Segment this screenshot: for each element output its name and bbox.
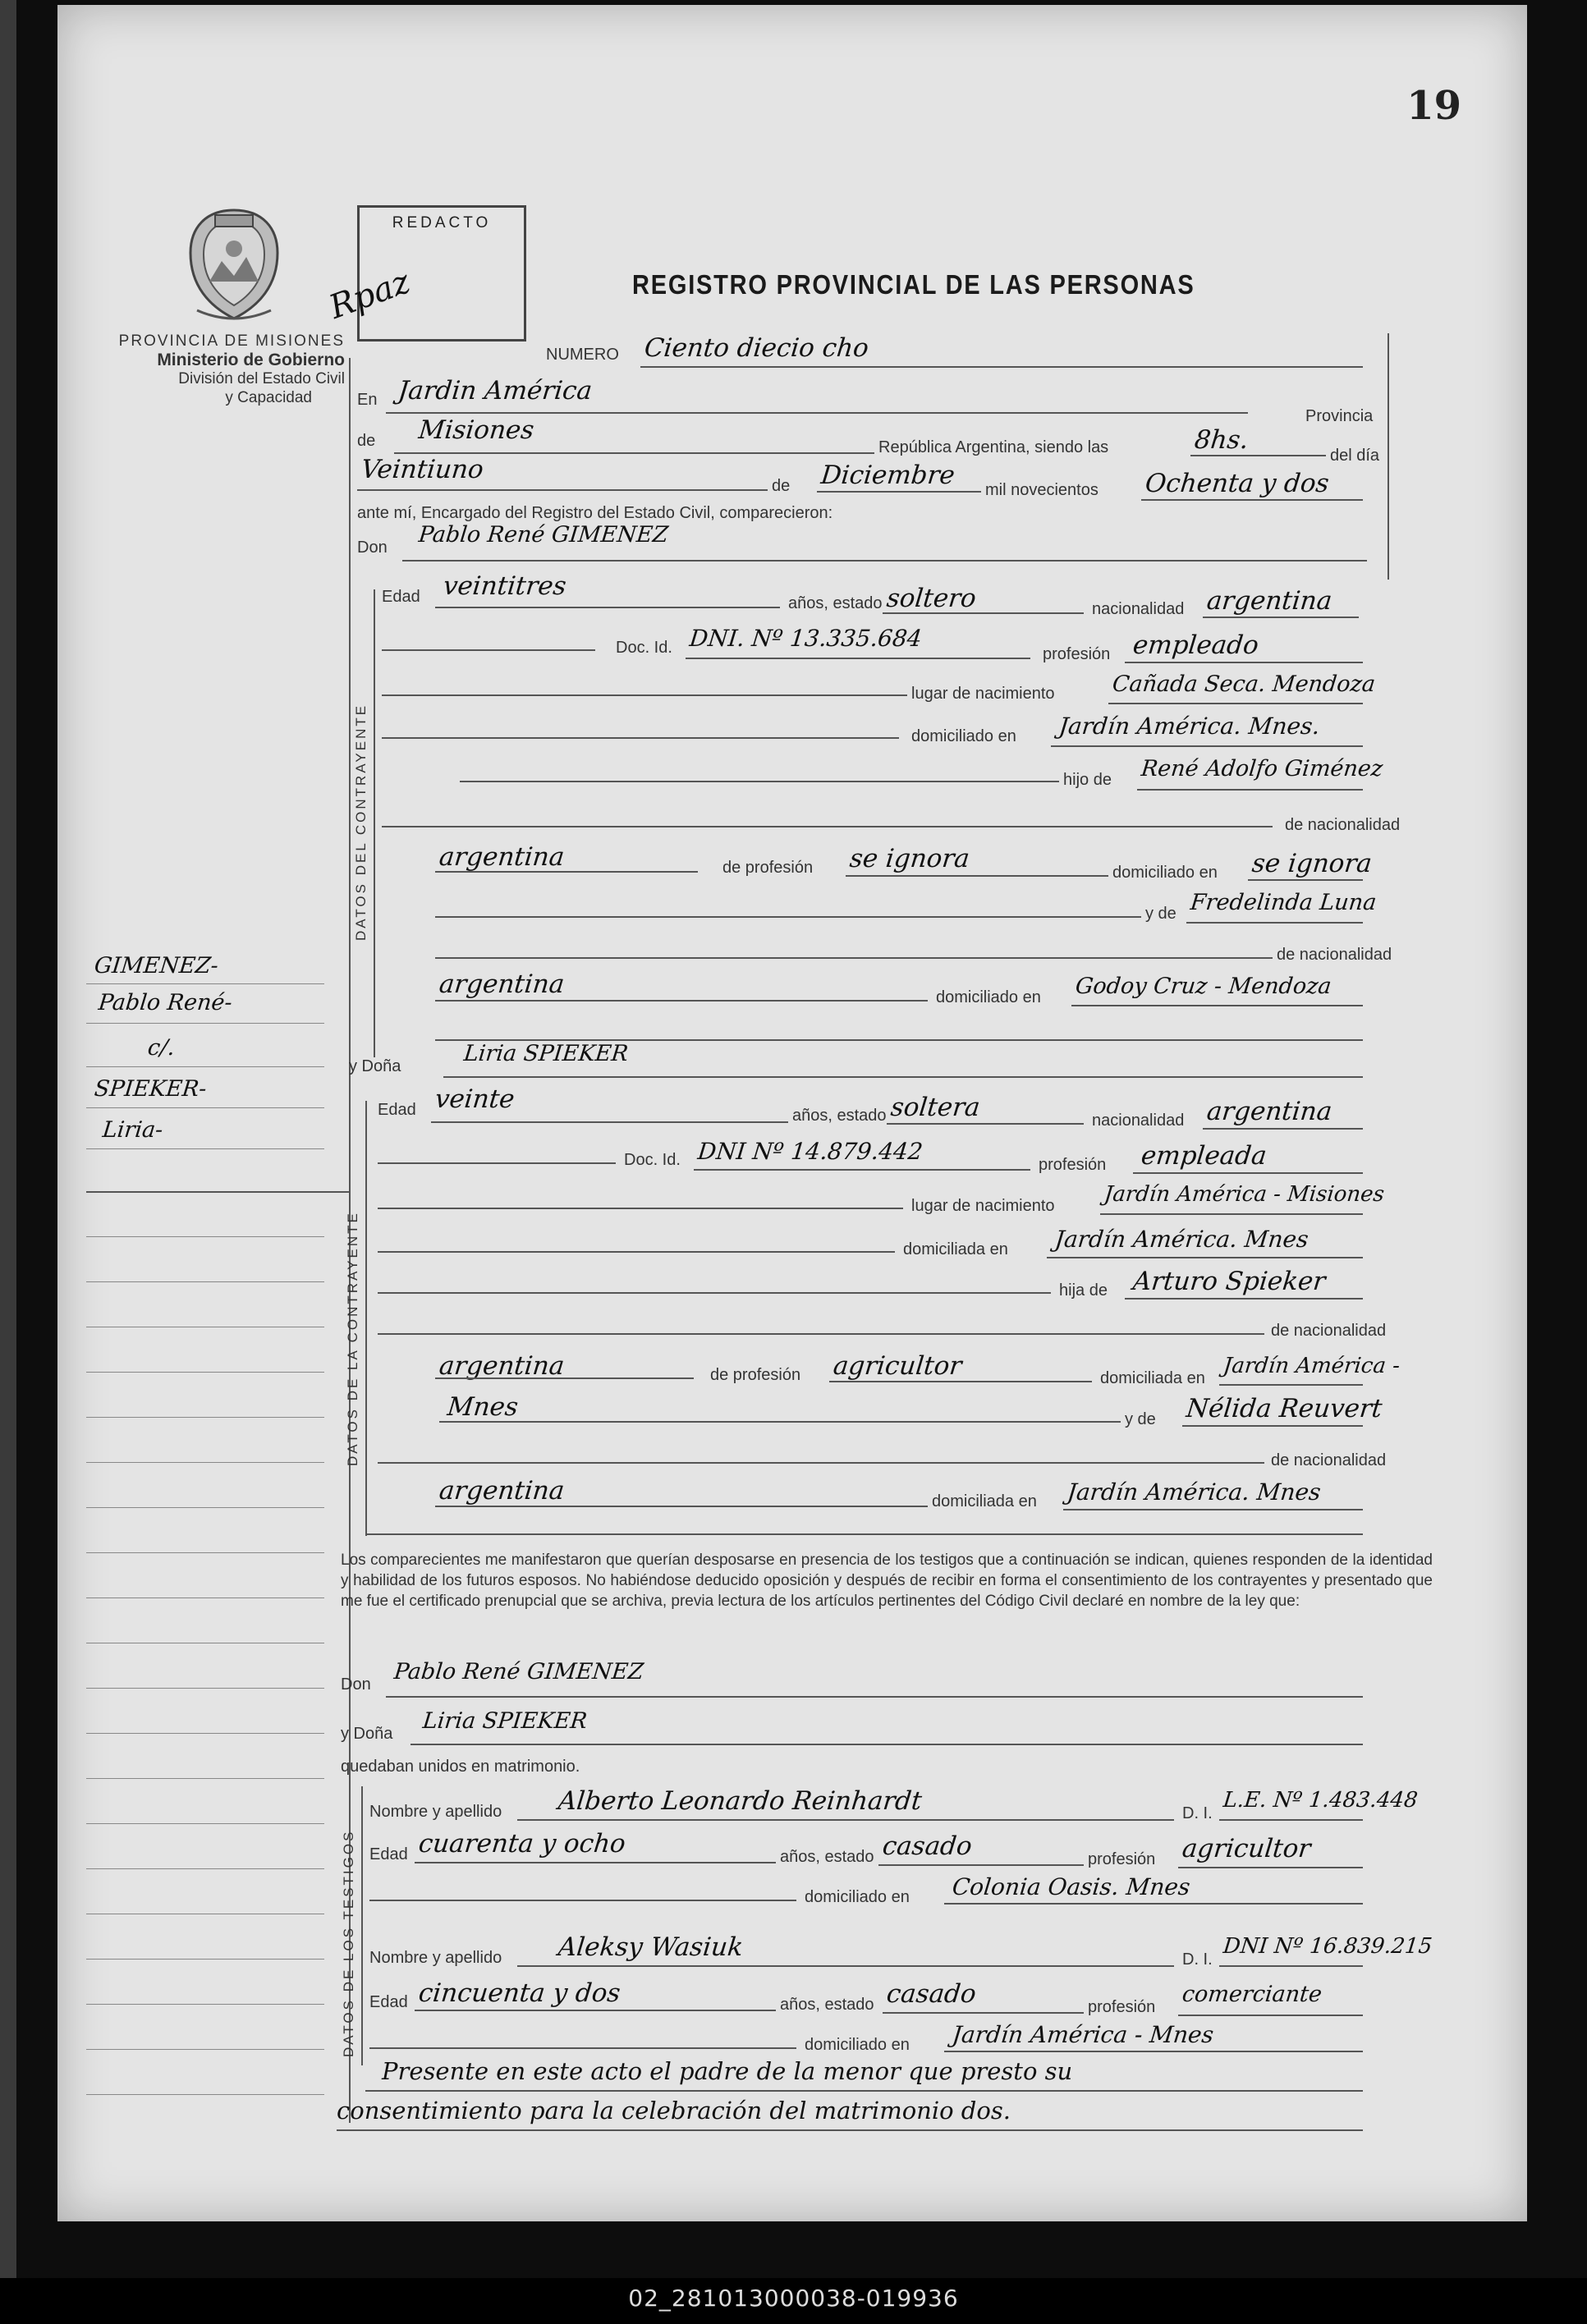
rule [365,2090,1363,2092]
bride-nac-label: nacionalidad [1092,1112,1185,1130]
groom-padre-dom-label: domiciliado en [1112,864,1218,882]
w1-di-label: D. I. [1182,1804,1213,1822]
margin-line-3: c/. [146,1035,177,1061]
rule [1141,499,1363,501]
margin-line-1: GIMENEZ- [93,953,220,979]
rule [517,1819,1174,1821]
groom-de-prof-label: de profesión [722,859,814,877]
rule [86,2094,324,2095]
rule [357,489,768,491]
rule [415,1862,776,1863]
mil-label: mil novecientos [985,481,1099,499]
rule [1071,1005,1363,1006]
rule [1100,1213,1363,1215]
rule [1203,1128,1363,1130]
w1-dom-label: domiciliado en [805,1888,910,1906]
w2-estado: casado [885,1979,978,2009]
rule [86,1597,324,1598]
rule [86,1507,324,1508]
division-label-2: y Capacidad [225,389,312,406]
numero-value: Ciento diecio cho [643,333,870,363]
w1-prof-label: profesión [1088,1850,1156,1868]
rule [1125,662,1363,663]
rule [1219,1819,1363,1821]
rule [386,1696,1363,1698]
bride-profesion: empleada [1140,1141,1268,1171]
rule [1051,745,1363,747]
rule [435,957,1273,959]
ministry-label: Ministerio de Gobierno [157,351,345,369]
rule [1108,703,1363,704]
rule [369,2047,796,2049]
bride-de-nac-label: de nacionalidad [1271,1322,1387,1340]
margin-line-2: Pablo René- [97,990,234,1015]
lugar-value: Jardin América [397,376,594,406]
rule [415,2010,776,2011]
rule [883,2012,1084,2014]
bride-lugar-nac: Jardín América - Misiones [1103,1182,1386,1207]
rule [435,1000,928,1002]
w2-domicilio: Jardín América - Mnes [951,2021,1215,2048]
anio-value: Ochenta y dos [1144,469,1331,498]
bride-lugar-nac-label: lugar de nacimiento [911,1197,1055,1215]
en-label: En [357,391,378,409]
w2-edad-label: Edad [369,1993,408,2011]
groom-section-rule [374,589,375,1057]
groom-y-de-label: y de [1145,905,1176,923]
groom-domicilio: Jardín América. Mnes. [1057,713,1322,740]
rule [435,607,780,608]
rule [1203,617,1359,618]
dia-value: Veintiuno [360,455,485,484]
don-label: Don [357,539,388,557]
groom-anios-label: años, estado [788,594,883,612]
rule [86,1023,324,1024]
provincia-value: Misiones [417,415,536,445]
rule [378,1208,903,1209]
rule [878,1864,1084,1866]
rule [435,916,1141,918]
rule [944,2051,1363,2052]
w1-estado: casado [881,1831,974,1861]
bride-madre-nac: argentina [438,1476,566,1506]
bride-section-rule [365,1101,367,1536]
rule [86,1191,349,1193]
rule [86,1823,324,1824]
division-label: División del Estado Civil [178,370,345,387]
bride-section-label: DATOS DE LA CONTRAYENTE [345,1211,360,1466]
bride-doc: DNI Nº 14.879.442 [696,1138,924,1165]
w2-nombre: Aleksy Wasiuk [557,1932,745,1962]
de-mes-label: de [772,477,791,495]
union-don-label: Don [341,1675,371,1694]
rule [411,1744,1363,1745]
rule [829,1381,1092,1382]
rule [431,1121,788,1123]
w1-domicilio: Colonia Oasis. Mnes [951,1873,1192,1900]
groom-padre-nac: argentina [438,842,566,872]
bride-dom-label: domiciliada en [903,1240,1008,1258]
rule [86,2049,324,2050]
rule [1047,1257,1363,1258]
groom-name: Pablo René GIMENEZ [417,522,670,548]
groom-lugar-nac-label: lugar de nacimiento [911,685,1055,703]
rule [86,1372,324,1373]
note-line-1: Presente en este acto el padre de la menor que presto su [382,2057,1073,2085]
rule [517,1965,1174,1967]
rule [1178,2015,1363,2016]
rule [402,560,1367,562]
w2-prof-label: profesión [1088,1998,1156,2016]
bride-padre-dom-label: domiciliada en [1100,1369,1205,1387]
rule [1219,1965,1363,1967]
groom-profesion: empleado [1131,630,1260,660]
mes-value: Diciembre [819,461,956,490]
rule [86,1778,324,1779]
document-page [57,5,1527,2221]
rule [435,1506,928,1507]
rule [1063,1509,1363,1510]
rule [337,2129,1363,2131]
hora-value: 8hs. [1193,425,1250,455]
rule [435,871,698,873]
bride-de-nac-label-2: de nacionalidad [1271,1451,1387,1469]
rule [86,1148,324,1149]
rule [378,1462,1264,1464]
w1-edad: cuarenta y ocho [417,1829,627,1859]
rule [443,1076,1363,1078]
dona-label: y Doña [349,1057,401,1075]
book-spine [0,0,16,2324]
groom-madre-dom-label: domiciliado en [936,988,1041,1006]
numero-label: NUMERO [546,346,619,364]
rule [386,412,1248,414]
groom-de-nac-label: de nacionalidad [1285,816,1401,834]
groom-hijo-label: hijo de [1063,771,1112,789]
provincial-seal-icon [172,204,296,327]
rule [817,491,981,493]
rule [86,1868,324,1869]
rule [382,826,1273,827]
bride-domicilio: Jardín América. Mnes [1053,1226,1310,1253]
bride-doc-label: Doc. Id. [624,1151,681,1169]
rule [86,1688,324,1689]
w2-di: DNI Nº 16.839.215 [1222,1934,1433,1959]
rule [944,1903,1363,1905]
rule [86,1733,324,1734]
quedaban-label: quedaban unidos en matrimonio. [341,1758,580,1776]
declaration-paragraph: Los comparecientes me manifestaron que querían desposarse en presencia de los testigos que a continuación se indican, quienes responden de la identidad y habilidad de los futuros esposos. No habiéndose deducido oposición y después de recibir en forma el consentimiento de los contrayentes y presentado que me fue el certificado prenupcial que se archiva, previa lectura de los artículos pertinentes del Código Civil declaré en nombre de la ley que: [341,1552,1433,1610]
rule [1182,1425,1363,1427]
rule [369,1900,796,1901]
rule [694,1169,1030,1171]
bride-madre-dom: Jardín América. Mnes [1066,1478,1323,1506]
redacto-signature: Rpaz [324,263,415,327]
redacto-label: REDACTO [392,214,492,231]
rule [86,1066,324,1067]
groom-doc: DNI. Nº 13.335.684 [688,625,924,652]
rule [378,1333,1264,1335]
w2-dom-label: domiciliado en [805,2036,910,2054]
groom-madre-nac: argentina [438,969,566,999]
margin-line-4: SPIEKER- [93,1076,209,1102]
groom-padre-prof: se ignora [848,844,971,873]
bride-nacionalidad: argentina [1205,1097,1334,1126]
rule [378,1251,895,1253]
w1-nombre-label: Nombre y apellido [369,1803,502,1821]
rule [86,1959,324,1960]
rule [86,1462,324,1463]
registry-title: REGISTRO PROVINCIAL DE LAS PERSONAS [632,269,1195,300]
bride-edad-label: Edad [378,1101,416,1119]
w2-nombre-label: Nombre y apellido [369,1949,502,1967]
w2-anios-label: años, estado [780,1996,874,2014]
rule [1190,455,1326,456]
groom-prof-label: profesión [1043,645,1111,663]
main-right-rule [1387,333,1389,580]
bride-de-prof-label: de profesión [710,1366,801,1384]
rule [382,649,595,651]
w1-edad-label: Edad [369,1845,408,1863]
rule [382,694,907,696]
groom-edad: veintitres [442,571,568,601]
bride-madre-dom-label: domiciliada en [932,1492,1037,1510]
bride-estado: soltera [889,1093,982,1122]
groom-section-label: DATOS DEL CONTRAYENTE [353,703,369,941]
w1-nombre: Alberto Leonardo Reinhardt [557,1786,924,1816]
groom-de-nac-label-2: de nacionalidad [1277,946,1392,964]
page-number: 19 [1406,83,1461,129]
w2-edad: cincuenta y dos [417,1978,622,2008]
groom-estado: soltero [885,584,978,613]
provincia-label: Provincia [1305,407,1374,425]
bride-padre-prof: agricultor [832,1351,964,1381]
bride-padre: Arturo Spieker [1131,1267,1328,1296]
rule [1125,1298,1363,1300]
rule [394,452,874,454]
w1-anios-label: años, estado [780,1848,874,1866]
province-label: PROVINCIA DE MISIONES [118,332,345,350]
rule [86,1552,324,1553]
w2-di-label: D. I. [1182,1950,1213,1969]
bride-y-de-label: y de [1125,1410,1156,1428]
ante-label: ante mí, Encargado del Registro del Estado Civil, comparecieron: [357,504,833,522]
del-dia-label: del día [1330,447,1380,465]
groom-padre: René Adolfo Giménez [1140,756,1384,782]
bride-padre-nac: argentina [438,1351,566,1381]
rule [86,983,324,984]
union-don: Pablo René GIMENEZ [392,1659,645,1685]
rule [846,875,1108,877]
bride-prof-label: profesión [1039,1156,1107,1174]
rule [86,1236,324,1237]
footer-file-id: 02_281013000038-019936 [628,2285,959,2312]
groom-padre-dom: se ignora [1250,849,1374,878]
rule [887,1123,1084,1125]
rule [1178,1867,1363,1868]
rule [382,737,899,739]
rule [86,1107,324,1108]
groom-nacionalidad: argentina [1205,586,1334,616]
bride-name: Liria SPIEKER [462,1041,630,1066]
ministry-block [99,332,345,407]
rule [460,781,1059,782]
rule [86,2004,324,2005]
union-dona: Liria SPIEKER [421,1708,589,1734]
rule [378,1292,1051,1294]
bride-edad: veinte [433,1084,516,1114]
bride-hija-label: hija de [1059,1281,1108,1300]
groom-edad-label: Edad [382,588,420,606]
republica-label: República Argentina, siendo las [878,438,1109,456]
groom-madre: Fredelinda Luna [1189,890,1378,915]
bride-padre-dom: Jardín América - [1222,1354,1401,1378]
w1-profesion: agricultor [1181,1834,1313,1863]
rule [883,612,1084,614]
w2-profesion: comerciante [1181,1982,1323,2007]
rule [686,658,1030,659]
bride-madre: Nélida Reuvert [1185,1394,1384,1423]
w1-di: L.E. Nº 1.483.448 [1222,1788,1420,1813]
witness-section-label: DATOS DE LOS TESTIGOS [341,1829,356,2057]
rule [86,1417,324,1418]
rule [86,1281,324,1282]
rule [439,1421,1121,1423]
de-label: de [357,432,376,450]
rule [640,366,1363,368]
rule [1133,1172,1363,1174]
groom-madre-dom: Godoy Cruz - Mendoza [1074,974,1333,999]
margin-line-5: Liria- [101,1117,164,1143]
witness-section-rule [361,1786,363,2065]
bride-anios-label: años, estado [792,1107,887,1125]
rule [1186,922,1363,924]
union-dona-label: y Doña [341,1725,393,1743]
rule [365,1533,1363,1535]
groom-lugar-nac: Cañada Seca. Mendoza [1111,672,1377,697]
groom-nac-label: nacionalidad [1092,600,1185,618]
rule [435,1377,694,1379]
rule [378,1162,616,1164]
rule [1137,789,1363,791]
rule [1248,879,1363,881]
bride-padre-dom-2: Mnes [446,1392,520,1422]
note-line-2: consentimiento para la celebración del matrimonio dos. [337,2097,1011,2125]
groom-dom-label: domiciliado en [911,727,1016,745]
groom-doc-label: Doc. Id. [616,639,672,657]
rule [1219,1384,1363,1386]
